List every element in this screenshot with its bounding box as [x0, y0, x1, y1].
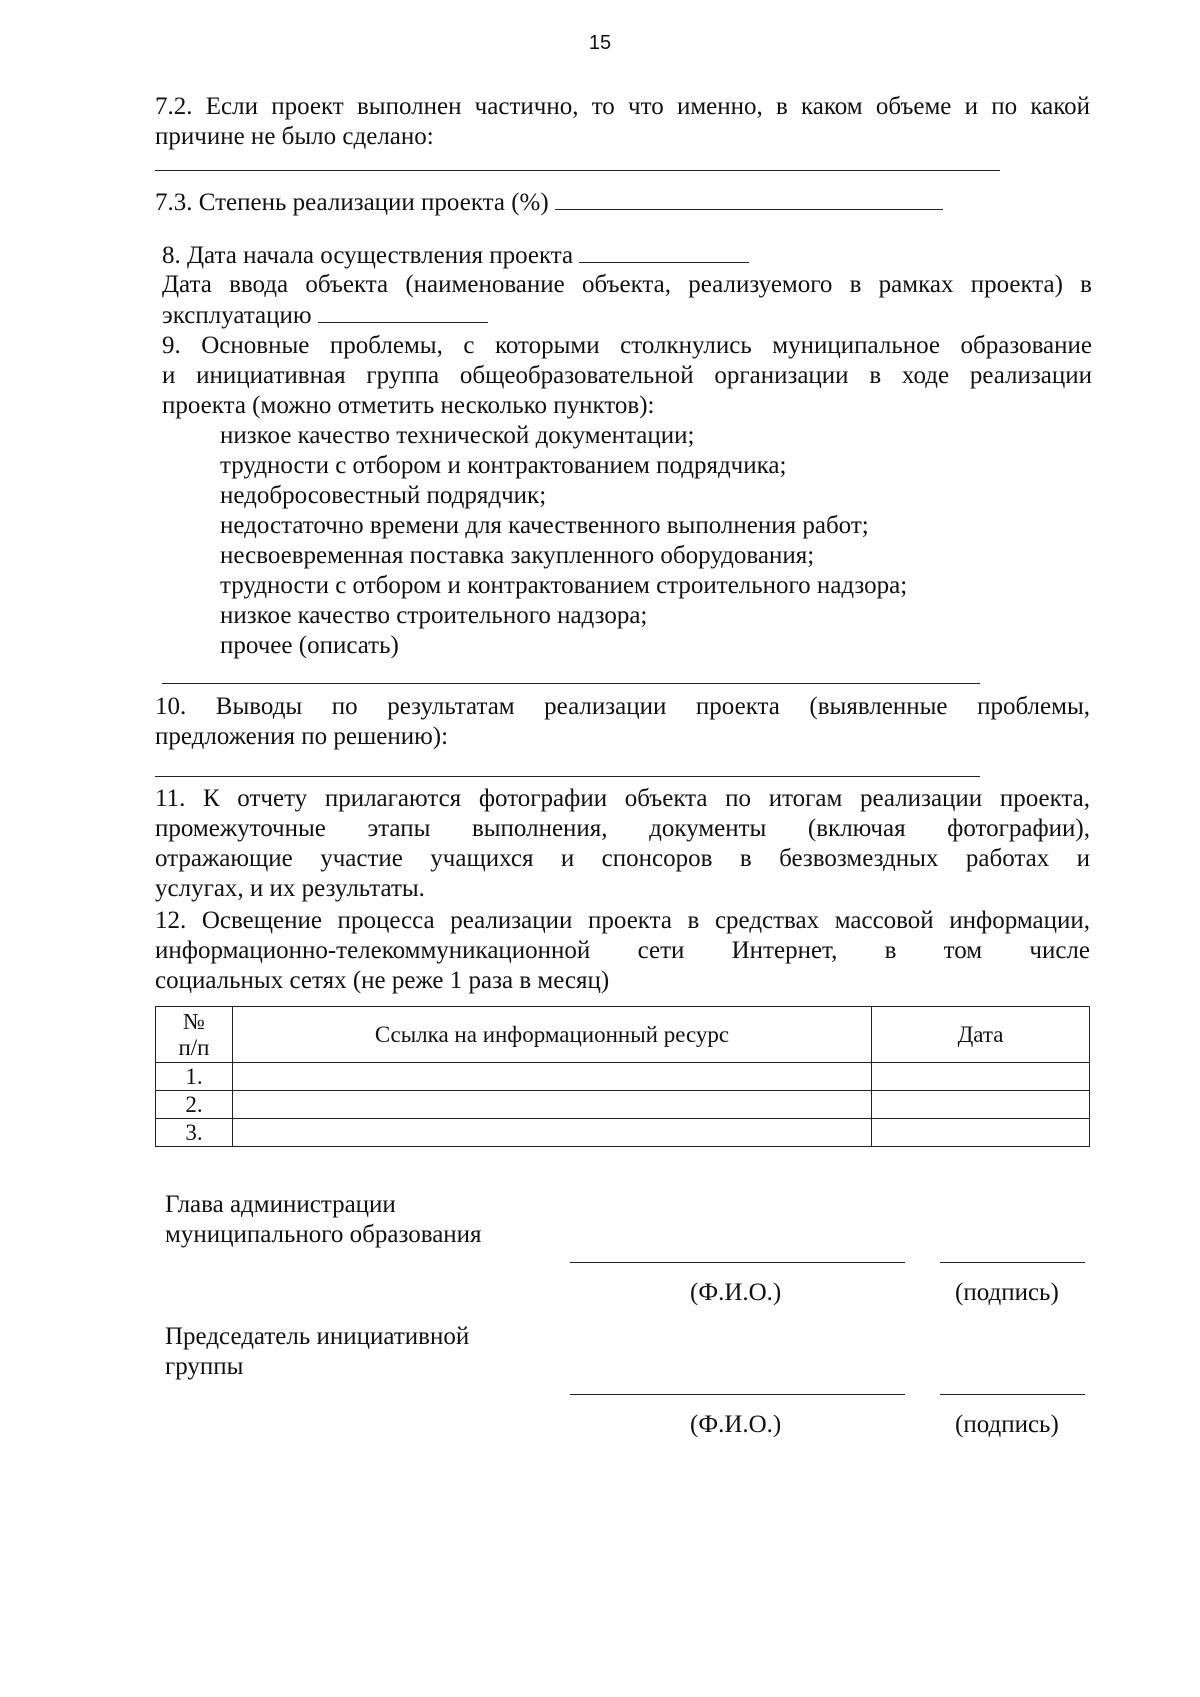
row-date-cell[interactable]	[872, 1091, 1090, 1119]
problem-item: низкое качество технической документации;	[220, 422, 695, 449]
section-7-2-line-1: 7.2. Если проект выполнен частично, то что именно, в каком объеме и по какой	[155, 93, 1090, 120]
header-date: Дата	[872, 1007, 1090, 1063]
head-title-line-2: муниципального образования	[165, 1221, 482, 1248]
table-row	[156, 1091, 1090, 1119]
problem-item: трудности с отбором и контрактованием строительного надзора;	[220, 572, 908, 599]
media-links-table	[155, 1006, 1090, 1147]
section-7-3-answer-line[interactable]	[555, 187, 943, 210]
header-link: Ссылка на информационный ресурс	[233, 1007, 872, 1063]
section-9-other-answer-line[interactable]	[162, 683, 980, 684]
problem-item: низкое качество строительного надзора;	[220, 602, 648, 629]
table-header-row	[156, 1007, 1090, 1063]
table-row	[156, 1119, 1090, 1147]
page-number: 15	[588, 32, 612, 54]
section-11-line-2: промежуточные этапы выполнения, документы (включая фотографии),	[155, 815, 1090, 842]
row-link-cell[interactable]	[233, 1119, 872, 1147]
problem-item: трудности с отбором и контрактованием подрядчика;	[220, 452, 787, 479]
chair-signature-caption: (подпись)	[955, 1411, 1059, 1438]
header-number	[156, 1007, 233, 1063]
section-12-line-2: информационно-телекоммуникационной сети Интернет, в том числе	[155, 937, 1090, 964]
section-9-line-3: проекта (можно отметить несколько пунктов):	[162, 392, 655, 419]
head-signature-caption: (подпись)	[955, 1279, 1059, 1306]
section-8-start-row	[162, 240, 749, 271]
section-11-line-3: отражающие участие учащихся и спонсоров в безвозмездных работах и	[155, 845, 1090, 872]
section-9-line-2: и инициативная группа общеобразовательной организации в ходе реализации	[162, 362, 1092, 389]
section-8-start-date-line[interactable]	[579, 240, 749, 263]
problem-item: несвоевременная поставка закупленного оборудования;	[220, 542, 815, 569]
chair-fio-line[interactable]	[570, 1394, 905, 1395]
head-fio-caption: (Ф.И.О.)	[690, 1279, 782, 1306]
section-7-2-answer-line[interactable]	[155, 170, 1000, 171]
section-12-line-1: 12. Освещение процесса реализации проекта в средствах массовой информации,	[155, 907, 1090, 934]
head-fio-line[interactable]	[570, 1262, 905, 1263]
chair-title-line-1: Председатель инициативной	[165, 1323, 470, 1350]
section-8-commission-date-line[interactable]	[318, 300, 488, 323]
section-9-line-1: 9. Основные проблемы, с которыми столкнулись муниципальное образование	[162, 332, 1092, 359]
chair-signature-line[interactable]	[940, 1394, 1085, 1395]
section-12-line-3: социальных сетях (не реже 1 раза в месяц)	[155, 967, 610, 994]
section-8-commission-line-2: эксплуатацию	[162, 302, 312, 329]
section-10-line-2: предложения по решению):	[155, 723, 449, 750]
section-8-start-label: 8. Дата начала осуществления проекта	[162, 242, 574, 269]
section-8-commission-row	[162, 300, 488, 331]
row-date-cell[interactable]	[872, 1119, 1090, 1147]
problem-item: прочее (описать)	[220, 632, 399, 659]
head-title-line-1: Глава администрации	[165, 1191, 396, 1218]
row-link-cell[interactable]	[233, 1063, 872, 1091]
problem-item: недобросовестный подрядчик;	[220, 482, 547, 509]
section-11-line-4: услугах, и их результаты.	[155, 875, 425, 902]
section-7-3-row	[155, 187, 943, 218]
row-number: 2.	[156, 1091, 233, 1119]
section-7-3-label: 7.3. Степень реализации проекта (%)	[155, 189, 549, 216]
section-8-commission-line-1: Дата ввода объекта (наименование объекта, реализуемого в рамках проекта) в	[162, 271, 1092, 298]
head-signature-line[interactable]	[940, 1262, 1085, 1263]
header-number-line-2: п/п	[178, 1034, 210, 1060]
table-row	[156, 1063, 1090, 1091]
row-number: 1.	[156, 1063, 233, 1091]
chair-title-line-2: группы	[165, 1353, 244, 1380]
chair-fio-caption: (Ф.И.О.)	[690, 1411, 782, 1438]
problem-item: недостаточно времени для качественного выполнения работ;	[220, 512, 869, 539]
section-11-line-1: 11. К отчету прилагаются фотографии объекта по итогам реализации проекта,	[155, 785, 1090, 812]
section-10-line-1: 10. Выводы по результатам реализации проекта (выявленные проблемы,	[155, 693, 1090, 720]
row-date-cell[interactable]	[872, 1063, 1090, 1091]
row-link-cell[interactable]	[233, 1091, 872, 1119]
section-10-answer-line[interactable]	[155, 776, 980, 777]
header-number-line-1: №	[183, 1008, 205, 1034]
section-7-2-line-2: причине не было сделано:	[155, 123, 434, 150]
row-number: 3.	[156, 1119, 233, 1147]
